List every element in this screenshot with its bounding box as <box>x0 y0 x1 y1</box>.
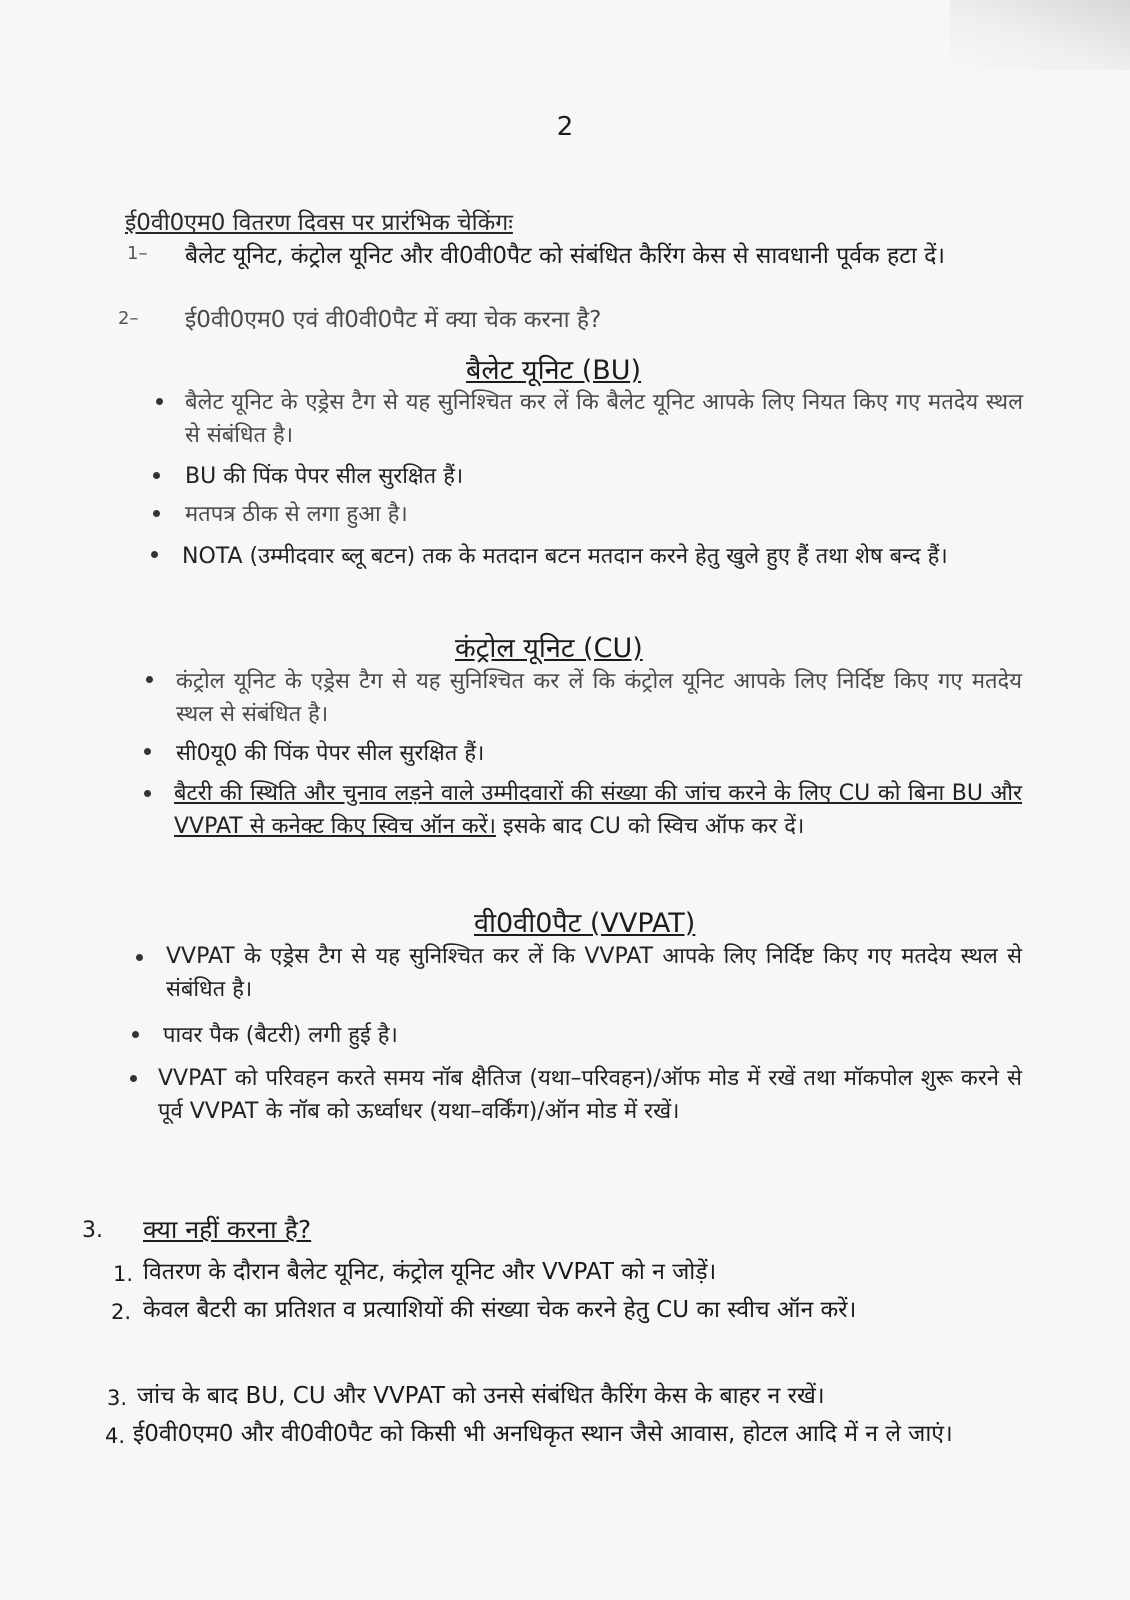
section-3-number: 3. <box>82 1218 103 1243</box>
bu-item-4: NOTA (उम्मीदवार ब्लू बटन) तक के मतदान बटन मतदान करने हेतु खुले हुए हैं तथा शेष बन्द हैं। <box>182 544 948 569</box>
section-title-cu: कंट्रोल यूनिट (CU) <box>455 633 643 664</box>
item-2-label: 2– <box>118 308 139 329</box>
bullet-icon <box>151 551 158 558</box>
bullet-icon <box>132 1031 139 1038</box>
bu-item-3: मतपत्र ठीक से लगा हुआ है। <box>185 502 408 527</box>
cu-item-3-underlined: बैटरी की स्थिति और चुनाव लड़ने वाले उम्मीदवारों की संख्या की जांच करने के लिए CU को बिना BU और VVPAT से कनेक्ट किए स्विच ऑन करें। <box>174 781 1022 839</box>
dont-item-2: केवल बैटरी का प्रतिशत व प्रत्याशियों की संख्या चेक करने हेतु CU का स्वीच ऑन करें। <box>143 1297 857 1323</box>
item-2-text: ई0वी0एम0 एवं वी0वी0पैट में क्या चेक करना है? <box>185 307 602 333</box>
item-1-label: 1– <box>127 243 148 264</box>
bullet-icon <box>130 1075 137 1082</box>
bullet-icon <box>144 790 151 797</box>
dont-item-4-number: 4. <box>105 1424 126 1448</box>
page-fold-shadow <box>950 0 1130 70</box>
item-1-text: बैलेट यूनिट, कंट्रोल यूनिट और वी0वी0पैट को संबंधित कैरिंग केस से सावधानी पूर्वक हटा दें। <box>185 243 946 269</box>
page-number: 2 <box>556 112 574 142</box>
document-heading: ई0वी0एम0 वितरण दिवस पर प्रारंभिक चेकिंगः <box>125 210 513 236</box>
vvpat-item-3: VVPAT को परिवहन करते समय नॉब क्षैतिज (यथा–परिवहन)/ऑफ मोड में रखें तथा मॉकपोल शुरू करने से पूर्व VVPAT के नॉब को ऊर्ध्वाधर (यथा–वर्किंग)/ऑन मोड में रखें। <box>158 1066 1022 1124</box>
bu-item-1: बैलेट यूनिट के एड्रेस टैग से यह सुनिश्चित कर लें कि बैलेट यूनिट आपके लिए नियत किए गए मतदेय स्थल से संबंधित है। <box>185 390 1023 448</box>
cu-item-3-rest: इसके बाद CU को स्विच ऑफ कर दें। <box>495 814 805 839</box>
bullet-icon <box>146 676 153 683</box>
bullet-icon <box>156 398 163 405</box>
dont-item-1: वितरण के दौरान बैलेट यूनिट, कंट्रोल यूनिट और VVPAT को न जोड़ें। <box>143 1259 717 1285</box>
cu-item-2: सी0यू0 की पिंक पेपर सील सुरक्षित हैं। <box>176 741 485 766</box>
bullet-icon <box>153 472 160 479</box>
vvpat-item-1: VVPAT के एड्रेस टैग से यह सुनिश्चित कर लें कि VVPAT आपके लिए निर्दिष्ट किए गए मतदेय स्थल से संबंधित है। <box>166 944 1022 1002</box>
bullet-icon <box>144 748 151 755</box>
cu-item-3 <box>174 777 1022 843</box>
bullet-icon <box>153 510 160 517</box>
dont-item-2-number: 2. <box>111 1300 132 1324</box>
section-3-title: क्या नहीं करना है? <box>143 1215 312 1244</box>
dont-item-4: ई0वी0एम0 और वी0वी0पैट को किसी भी अनधिकृत स्थान जैसे आवास, होटल आदि में न ले जाएं। <box>133 1421 953 1447</box>
bu-item-2: BU की पिंक पेपर सील सुरक्षित हैं। <box>185 464 464 489</box>
dont-item-3-number: 3. <box>107 1386 128 1410</box>
bullet-icon <box>136 954 143 961</box>
section-title-bu: बैलेट यूनिट (BU) <box>466 355 642 386</box>
dont-item-3: जांच के बाद BU, CU और VVPAT को उनसे संबंधित कैरिंग केस के बाहर न रखें। <box>137 1383 825 1409</box>
vvpat-item-2: पावर पैक (बैटरी) लगी हुई है। <box>163 1023 398 1048</box>
cu-item-1: कंट्रोल यूनिट के एड्रेस टैग से यह सुनिश्चित कर लें कि कंट्रोल यूनिट आपके लिए निर्दिष्ट किए गए मतदेय स्थल से संबंधित है। <box>176 669 1022 727</box>
dont-item-1-number: 1. <box>113 1262 134 1286</box>
section-title-vvpat: वी0वी0पैट (VVPAT) <box>474 908 696 939</box>
